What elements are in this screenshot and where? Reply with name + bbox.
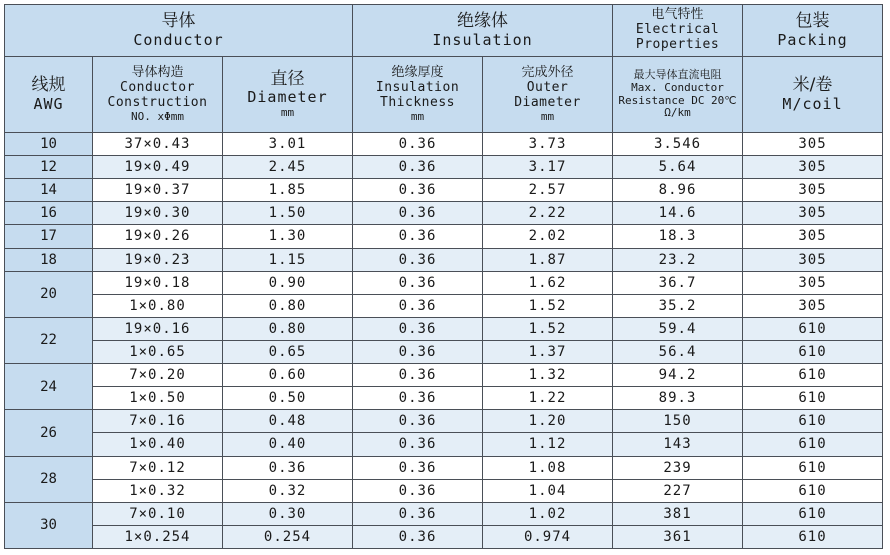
resistance-cell: 14.6 <box>613 202 743 225</box>
construction-cell: 19×0.23 <box>93 248 223 271</box>
construction-cell: 19×0.16 <box>93 317 223 340</box>
construction-header-zh: 导体构造 <box>131 64 184 80</box>
diameter-cell: 0.40 <box>223 433 353 456</box>
diameter-header-en: Diameter <box>247 88 328 107</box>
table-row <box>5 179 883 202</box>
electrical-group-header <box>613 5 743 57</box>
awg-cell: 14 <box>5 179 93 202</box>
construction-cell: 19×0.30 <box>93 202 223 225</box>
thickness-cell: 0.36 <box>353 364 483 387</box>
table-row <box>5 156 883 179</box>
diameter-cell: 0.30 <box>223 502 353 525</box>
outer-cell: 1.52 <box>483 317 613 340</box>
meters-cell: 610 <box>743 456 883 479</box>
resistance-cell: 89.3 <box>613 387 743 410</box>
meters-cell: 610 <box>743 387 883 410</box>
insulation-header-en: Insulation <box>432 30 533 49</box>
outer-header-en2: Diameter <box>514 94 581 110</box>
outer-cell: 3.17 <box>483 156 613 179</box>
diameter-cell: 1.50 <box>223 202 353 225</box>
packing-header-zh: 包装 <box>795 11 830 32</box>
outer-cell: 3.73 <box>483 133 613 156</box>
construction-cell: 1×0.80 <box>93 294 223 317</box>
table-row <box>5 456 883 479</box>
resistance-cell: 18.3 <box>613 225 743 248</box>
resistance-cell: 3.546 <box>613 133 743 156</box>
resistance-cell: 381 <box>613 502 743 525</box>
header-row-columns <box>5 57 883 133</box>
construction-cell: 19×0.26 <box>93 225 223 248</box>
thickness-cell: 0.36 <box>353 179 483 202</box>
meters-header-zh: 米/卷 <box>792 75 833 96</box>
thickness-cell: 0.36 <box>353 525 483 548</box>
table-row <box>5 294 883 317</box>
construction-cell: 7×0.16 <box>93 410 223 433</box>
outer-cell: 1.52 <box>483 294 613 317</box>
awg-cell: 26 <box>5 410 93 456</box>
awg-cell: 24 <box>5 364 93 410</box>
meters-cell: 305 <box>743 248 883 271</box>
awg-cell: 12 <box>5 156 93 179</box>
diameter-header-unit: mm <box>280 105 295 119</box>
awg-header-zh: 线规 <box>31 75 66 96</box>
wire-spec-table <box>4 4 883 549</box>
construction-header-en1: Conductor <box>120 79 195 95</box>
awg-header-en: AWG <box>33 94 64 113</box>
packing-group-header <box>743 5 883 57</box>
table-row <box>5 410 883 433</box>
resistance-cell: 361 <box>613 525 743 548</box>
awg-cell: 30 <box>5 502 93 548</box>
outer-cell: 2.22 <box>483 202 613 225</box>
thickness-column-header <box>353 57 483 133</box>
awg-cell: 10 <box>5 133 93 156</box>
outer-header-unit: mm <box>540 109 555 123</box>
resistance-cell: 143 <box>613 433 743 456</box>
electrical-header-en2: Properties <box>635 36 720 52</box>
awg-cell: 17 <box>5 225 93 248</box>
resistance-cell: 59.4 <box>613 317 743 340</box>
meters-cell: 610 <box>743 364 883 387</box>
diameter-cell: 0.65 <box>223 340 353 363</box>
table-row <box>5 525 883 548</box>
awg-cell: 22 <box>5 317 93 363</box>
meters-cell: 610 <box>743 502 883 525</box>
meters-cell: 610 <box>743 340 883 363</box>
meters-cell: 305 <box>743 225 883 248</box>
resistance-cell: 239 <box>613 456 743 479</box>
thickness-cell: 0.36 <box>353 479 483 502</box>
awg-cell: 28 <box>5 456 93 502</box>
resistance-cell: 35.2 <box>613 294 743 317</box>
construction-cell: 1×0.32 <box>93 479 223 502</box>
diameter-header-zh: 直径 <box>270 68 305 89</box>
resistance-cell: 5.64 <box>613 156 743 179</box>
resistance-cell: 23.2 <box>613 248 743 271</box>
resistance-cell: 227 <box>613 479 743 502</box>
construction-cell: 19×0.18 <box>93 271 223 294</box>
thickness-cell: 0.36 <box>353 410 483 433</box>
diameter-cell: 2.45 <box>223 156 353 179</box>
thickness-cell: 0.36 <box>353 271 483 294</box>
table-row <box>5 271 883 294</box>
awg-cell: 18 <box>5 248 93 271</box>
resistance-cell: 56.4 <box>613 340 743 363</box>
outer-cell: 1.02 <box>483 502 613 525</box>
table-row <box>5 202 883 225</box>
diameter-cell: 0.254 <box>223 525 353 548</box>
thickness-cell: 0.36 <box>353 202 483 225</box>
table-row <box>5 364 883 387</box>
electrical-header-en1: Electrical <box>635 22 720 38</box>
meters-cell: 610 <box>743 433 883 456</box>
thickness-cell: 0.36 <box>353 340 483 363</box>
table-row <box>5 317 883 340</box>
resistance-cell: 150 <box>613 410 743 433</box>
construction-cell: 7×0.20 <box>93 364 223 387</box>
construction-cell: 1×0.254 <box>93 525 223 548</box>
insulation-group-header <box>353 5 613 57</box>
awg-cell: 20 <box>5 271 93 317</box>
outer-cell: 1.87 <box>483 248 613 271</box>
outer-cell: 2.02 <box>483 225 613 248</box>
construction-cell: 1×0.50 <box>93 387 223 410</box>
outer-cell: 1.22 <box>483 387 613 410</box>
outer-cell: 1.04 <box>483 479 613 502</box>
header-row-groups <box>5 5 883 57</box>
diameter-cell: 0.36 <box>223 456 353 479</box>
meters-cell: 305 <box>743 133 883 156</box>
thickness-cell: 0.36 <box>353 133 483 156</box>
meters-cell: 305 <box>743 271 883 294</box>
outer-cell: 0.974 <box>483 525 613 548</box>
awg-cell: 16 <box>5 202 93 225</box>
diameter-cell: 0.80 <box>223 317 353 340</box>
meters-column-header <box>743 57 883 133</box>
insulation-header-zh: 绝缘体 <box>457 11 509 32</box>
thickness-cell: 0.36 <box>353 156 483 179</box>
table-row <box>5 225 883 248</box>
outer-cell: 1.08 <box>483 456 613 479</box>
outer-cell: 1.62 <box>483 271 613 294</box>
construction-cell: 1×0.65 <box>93 340 223 363</box>
table-row <box>5 387 883 410</box>
outer-cell: 2.57 <box>483 179 613 202</box>
table-row <box>5 502 883 525</box>
thickness-cell: 0.36 <box>353 248 483 271</box>
table-row <box>5 479 883 502</box>
resistance-header-unit: Ω/km <box>664 106 691 120</box>
table-row <box>5 433 883 456</box>
thickness-cell: 0.36 <box>353 317 483 340</box>
diameter-cell: 0.50 <box>223 387 353 410</box>
thickness-cell: 0.36 <box>353 294 483 317</box>
resistance-header-zh: 最大导体直流电阻 <box>633 68 722 82</box>
construction-header-unit: NO. xΦmm <box>131 109 184 123</box>
table-row <box>5 133 883 156</box>
table-row <box>5 248 883 271</box>
construction-header-en2: Construction <box>107 94 208 110</box>
packing-header-en: Packing <box>777 30 848 49</box>
conductor-group-header <box>5 5 353 57</box>
thickness-cell: 0.36 <box>353 433 483 456</box>
outer-column-header <box>483 57 613 133</box>
meters-cell: 305 <box>743 294 883 317</box>
thickness-cell: 0.36 <box>353 502 483 525</box>
thickness-cell: 0.36 <box>353 456 483 479</box>
thickness-header-en2: Thickness <box>380 94 455 110</box>
resistance-header-en1: Max. Conductor <box>631 80 724 94</box>
meters-cell: 305 <box>743 179 883 202</box>
table-body <box>5 133 883 549</box>
table-row <box>5 340 883 363</box>
construction-column-header <box>93 57 223 133</box>
outer-header-en1: Outer <box>526 79 569 95</box>
meters-cell: 305 <box>743 156 883 179</box>
conductor-header-en: Conductor <box>133 30 224 49</box>
meters-cell: 610 <box>743 525 883 548</box>
thickness-header-unit: mm <box>410 109 425 123</box>
diameter-cell: 3.01 <box>223 133 353 156</box>
diameter-cell: 1.15 <box>223 248 353 271</box>
meters-cell: 610 <box>743 479 883 502</box>
construction-cell: 19×0.49 <box>93 156 223 179</box>
conductor-header-zh: 导体 <box>161 11 196 32</box>
diameter-cell: 0.60 <box>223 364 353 387</box>
resistance-column-header <box>613 57 743 133</box>
construction-cell: 37×0.43 <box>93 133 223 156</box>
electrical-header-zh: 电气特性 <box>651 7 704 23</box>
outer-cell: 1.20 <box>483 410 613 433</box>
meters-header-en: M/coil <box>782 94 843 113</box>
outer-cell: 1.12 <box>483 433 613 456</box>
meters-cell: 610 <box>743 317 883 340</box>
meters-cell: 610 <box>743 410 883 433</box>
outer-cell: 1.37 <box>483 340 613 363</box>
construction-cell: 7×0.10 <box>93 502 223 525</box>
construction-cell: 19×0.37 <box>93 179 223 202</box>
diameter-cell: 0.90 <box>223 271 353 294</box>
thickness-cell: 0.36 <box>353 225 483 248</box>
thickness-cell: 0.36 <box>353 387 483 410</box>
resistance-cell: 94.2 <box>613 364 743 387</box>
diameter-cell: 0.80 <box>223 294 353 317</box>
diameter-cell: 0.48 <box>223 410 353 433</box>
resistance-cell: 8.96 <box>613 179 743 202</box>
construction-cell: 1×0.40 <box>93 433 223 456</box>
awg-column-header <box>5 57 93 133</box>
outer-header-zh: 完成外径 <box>521 64 574 80</box>
resistance-header-en2: Resistance DC 20℃ <box>618 93 737 107</box>
outer-cell: 1.32 <box>483 364 613 387</box>
diameter-column-header <box>223 57 353 133</box>
thickness-header-zh: 绝缘厚度 <box>391 64 444 80</box>
construction-cell: 7×0.12 <box>93 456 223 479</box>
resistance-cell: 36.7 <box>613 271 743 294</box>
diameter-cell: 1.30 <box>223 225 353 248</box>
thickness-header-en1: Insulation <box>375 79 460 95</box>
meters-cell: 305 <box>743 202 883 225</box>
diameter-cell: 1.85 <box>223 179 353 202</box>
diameter-cell: 0.32 <box>223 479 353 502</box>
